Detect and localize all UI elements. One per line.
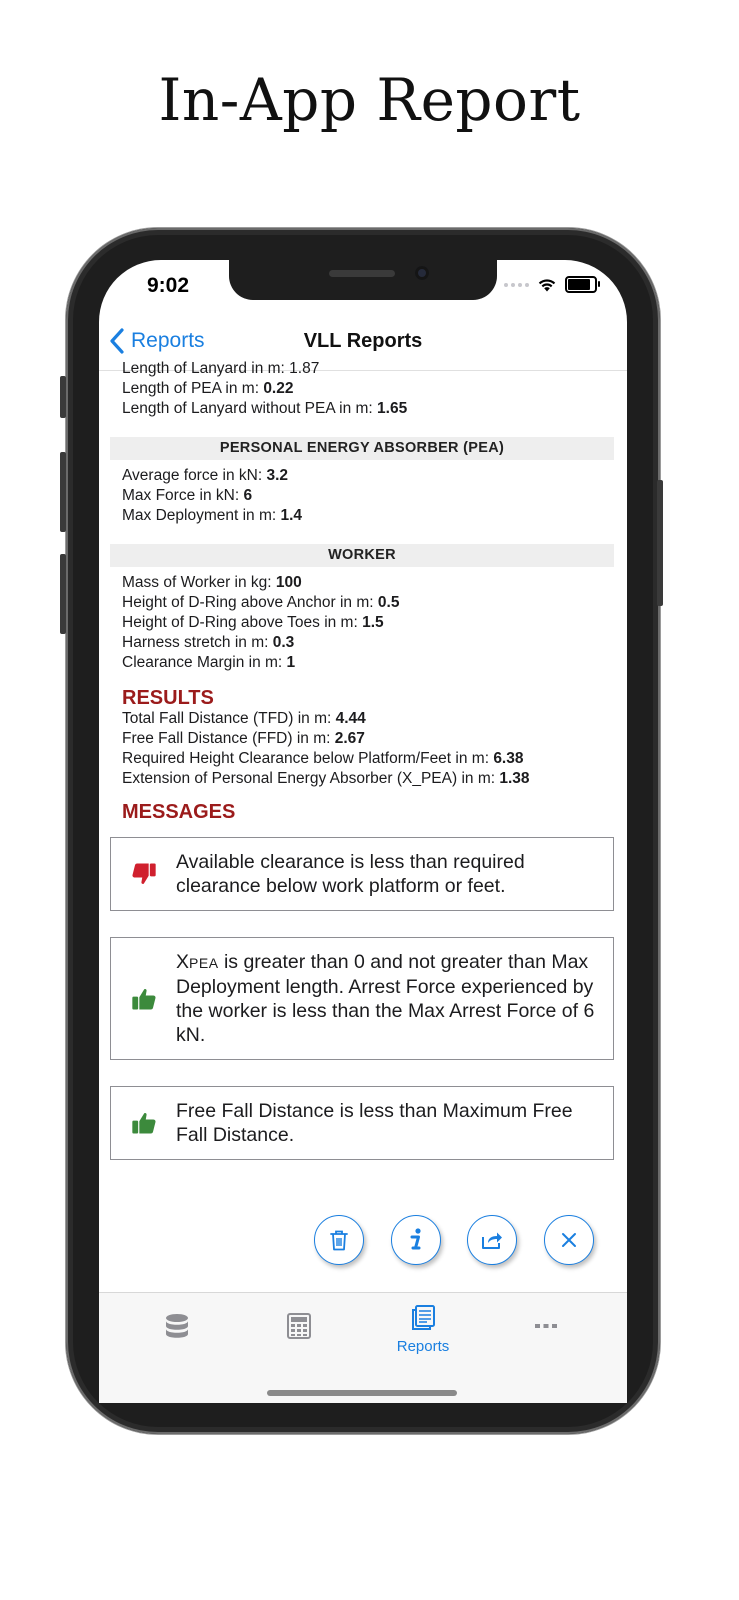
message-text: Free Fall Distance is less than Maximum Free Fall Distance. [176, 1100, 573, 1146]
report-line: Length of PEA in m: 0.22 [122, 380, 294, 397]
report-line: Required Height Clearance below Platform/Feet in m: 6.38 [122, 750, 524, 767]
report-line: Harness stretch in m: 0.3 [122, 634, 295, 651]
trash-icon [328, 1228, 350, 1252]
tab-database[interactable] [132, 1313, 222, 1346]
report-line: Extension of Personal Energy Absorber (X_PEA) in m: 1.38 [122, 770, 530, 787]
close-button[interactable] [544, 1215, 594, 1265]
speaker [329, 270, 395, 277]
info-icon [406, 1227, 426, 1253]
signal-icon [504, 283, 529, 287]
status-time: 9:02 [147, 274, 190, 297]
action-row [99, 1215, 627, 1267]
battery-icon [565, 276, 597, 293]
section-header-pea: PERSONAL ENERGY ABSORBER (PEA) [110, 437, 614, 460]
cut-off-line: Length of Lanyard in m: 1.87 [122, 360, 320, 377]
phone-screen [99, 260, 627, 1402]
thumbs-up-icon [130, 1109, 158, 1137]
results-heading: RESULTS [122, 687, 214, 709]
tab-reports[interactable] [378, 1305, 468, 1355]
report-line: Total Fall Distance (TFD) in m: 4.44 [122, 710, 366, 727]
message-text: XPEA is greater than 0 and not greater than Max Deployment length. Arrest Force experienced by the worker is less than the Max Arrest Force of 6 kN. [176, 951, 595, 1046]
report-line: Length of Lanyard without PEA in m: 1.65 [122, 400, 408, 417]
volume-down-button [60, 554, 66, 634]
lanyard-section [110, 379, 614, 419]
results-section [110, 709, 614, 789]
message-box-xpea [110, 937, 614, 1060]
report-content [110, 360, 614, 1160]
section-header-worker: WORKER [110, 544, 614, 567]
tab-calculator[interactable] [254, 1313, 344, 1344]
share-button[interactable] [467, 1215, 517, 1265]
front-camera [415, 266, 429, 280]
reports-icon [410, 1305, 436, 1331]
messages-heading: MESSAGES [122, 801, 236, 823]
message-box-free-fall [110, 1086, 614, 1160]
hero-title: In-App Report [158, 66, 581, 134]
report-line: Mass of Worker in kg: 100 [122, 574, 302, 591]
close-icon [561, 1232, 577, 1248]
report-line: Average force in kN: 3.2 [122, 467, 289, 484]
tab-label: Reports [396, 1338, 450, 1355]
pea-section [110, 466, 614, 526]
info-button[interactable] [391, 1215, 441, 1265]
tab-bar [99, 1292, 627, 1403]
thumbs-up-icon [130, 985, 158, 1013]
report-line: Height of D-Ring above Toes in m: 1.5 [122, 614, 384, 631]
report-scroll-view[interactable] [99, 360, 627, 1291]
thumbs-down-icon [130, 860, 158, 888]
database-icon [164, 1313, 190, 1341]
back-label: Reports [131, 329, 205, 352]
power-button [657, 480, 663, 606]
message-text: Available clearance is less than required clearance below work platform or feet. [176, 851, 525, 897]
wifi-icon [537, 277, 557, 292]
worker-section [110, 573, 614, 673]
silent-switch [60, 376, 66, 418]
status-icons [504, 276, 597, 293]
tab-more[interactable] [501, 1317, 591, 1335]
volume-up-button [60, 452, 66, 532]
share-icon [480, 1229, 504, 1251]
report-line: Max Deployment in m: 1.4 [122, 507, 303, 524]
report-line: Max Force in kN: 6 [122, 487, 253, 504]
report-line: Height of D-Ring above Anchor in m: 0.5 [122, 594, 400, 611]
home-indicator [267, 1390, 457, 1396]
report-line: Clearance Margin in m: 1 [122, 654, 296, 671]
report-line: Free Fall Distance (FFD) in m: 2.67 [122, 730, 365, 747]
message-box-clearance [110, 837, 614, 911]
delete-button[interactable] [314, 1215, 364, 1265]
page-title: VLL Reports [303, 330, 423, 352]
notch [229, 260, 497, 300]
more-icon [534, 1322, 558, 1330]
calculator-icon [287, 1313, 311, 1339]
